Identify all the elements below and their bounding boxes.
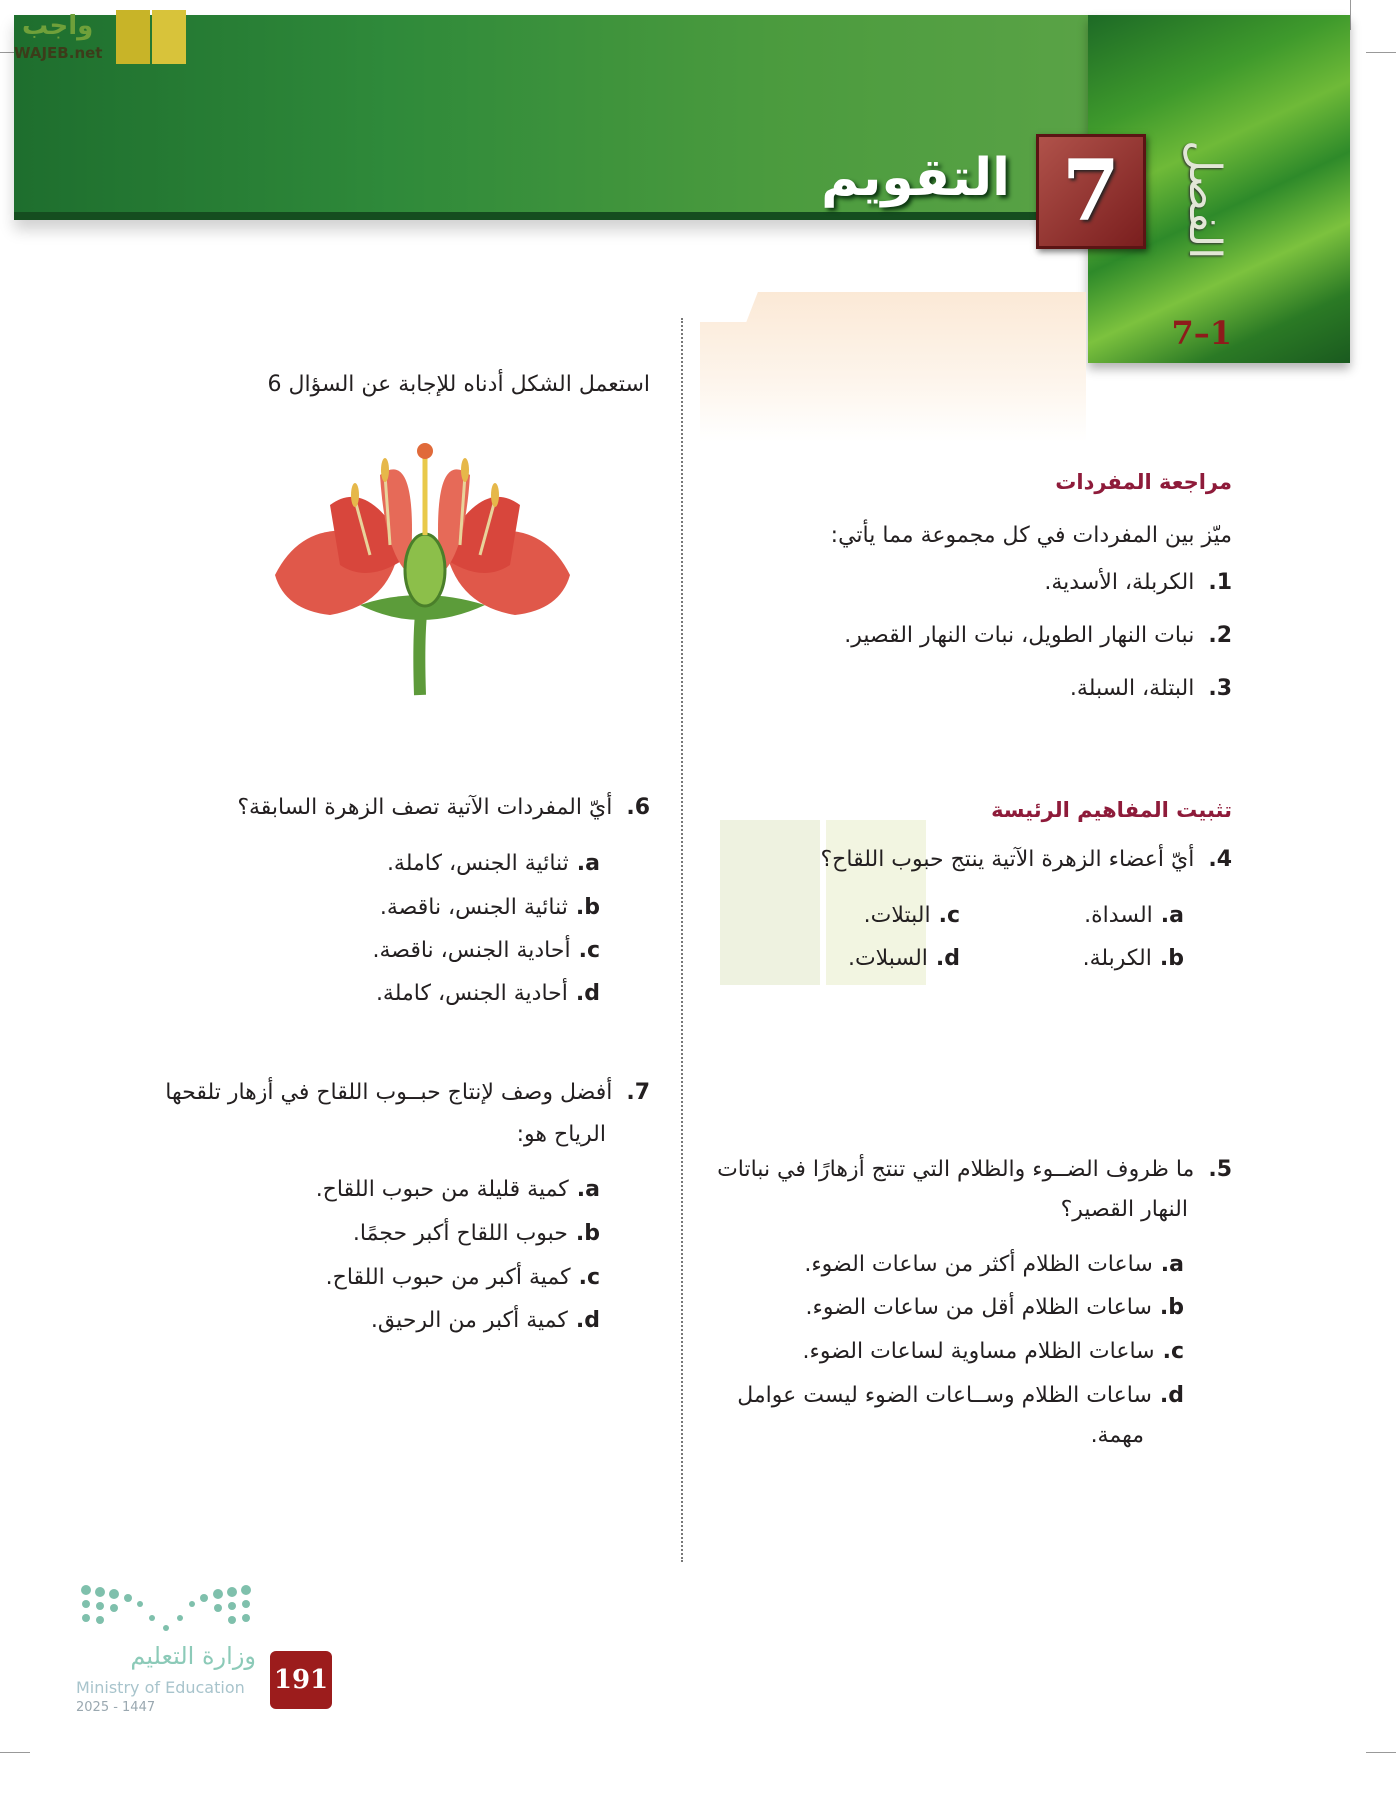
option-6c [372,931,600,972]
ministry-logo [76,1580,256,1730]
concepts-heading: تثبيت المفاهيم الرئيسة [991,798,1232,822]
option-letter: c. [938,903,960,928]
option-text: ثنائية الجنس، ناقصة. [379,895,568,920]
option-letter: d. [575,981,600,1006]
option-text: ساعات الظلام أقل من ساعات الضوء. [805,1295,1152,1320]
question-number: 6. [626,795,650,820]
option-text: كمية أكبر من حبوب اللقاح. [325,1265,571,1290]
option-4c [864,896,960,937]
vocab-item [1044,563,1232,604]
option-7d [371,1301,600,1342]
question-4 [821,840,1233,881]
question-text: ما ظروف الضــوء والظلام التي تنتج أزهارًا في نباتات [717,1157,1195,1182]
option-text: السداة. [1084,903,1153,928]
option-letter: b. [575,1221,600,1246]
question-5 [717,1150,1232,1191]
option-letter: a. [1160,1252,1184,1277]
option-7c [326,1258,600,1299]
edition-year: 2025 - 1447 [76,1700,156,1715]
vocab-item [1070,669,1232,710]
crop-mark [1350,0,1351,30]
option-text: حبوب اللقاح أكبر حجمًا. [352,1221,568,1246]
option-text: أحادية الجنس، ناقصة. [372,938,571,963]
option-letter: b. [1159,946,1184,971]
figure-intro: استعمل الشكل أدناه للإجابة عن السؤال 6 [267,372,650,397]
option-letter: d. [575,1308,600,1333]
option-7b [353,1214,600,1255]
chapter-word: الفصل [1179,140,1230,260]
item-number: 1. [1208,570,1232,595]
question-7-cont: الرياح هو: [516,1122,606,1147]
option-text: ساعات الظلام أكثر من ساعات الضوء. [804,1252,1153,1277]
option-letter: b. [1159,1295,1184,1320]
question-text: أيّ أعضاء الزهرة الآتية ينتج حبوب اللقاح؟ [820,847,1195,872]
ministry-arabic: وزارة التعليم [130,1642,256,1670]
question-6 [237,788,650,829]
option-text: كمية أكبر من الرحيق. [370,1308,568,1333]
option-letter: c. [578,1265,600,1290]
option-4d [848,939,960,980]
question-text: أيّ المفردات الآتية تصف الزهرة السابقة؟ [237,795,613,820]
column-divider [681,318,683,1562]
section-number: 7–1 [1171,314,1232,352]
option-5d-cont: مهمة. [1090,1423,1144,1448]
question-number: 7. [626,1080,650,1105]
option-text: أحادية الجنس، كاملة. [375,981,568,1006]
option-6a [387,844,600,885]
option-text: ساعات الظلام وســاعات الضوء ليست عوامل [737,1383,1152,1408]
option-4a [1084,896,1184,937]
item-number: 2. [1208,623,1232,648]
option-text: السبلات. [847,946,928,971]
option-text: الكربلة. [1082,946,1152,971]
vocab-item [844,616,1232,657]
option-letter: b. [575,895,600,920]
option-6b [380,888,600,929]
option-5a [804,1245,1184,1286]
chapter-number: 7 [1036,134,1146,249]
svg-text:واجب: واجب [22,11,94,41]
vocab-heading: مراجعة المفردات [1055,470,1232,494]
question-5-cont: النهار القصير؟ [1060,1197,1188,1222]
option-text: كمية قليلة من حبوب اللقاح. [315,1177,569,1202]
option-7a [316,1170,600,1211]
item-text: نبات النهار الطويل، نبات النهار القصير. [844,623,1195,648]
flower-illustration [270,435,580,700]
question-text: أفضل وصف لإنتاج حبــوب اللقاح في أزهار تلقحها [165,1080,613,1105]
option-letter: d. [935,946,960,971]
option-5b [806,1288,1184,1329]
page-number: 191 [270,1651,332,1709]
option-text: البتلات. [863,903,931,928]
option-letter: d. [1159,1383,1184,1408]
ministry-english: Ministry of Education [76,1678,245,1697]
crop-mark [0,1752,30,1753]
section-tab [700,292,1086,442]
crop-mark [1366,52,1396,53]
option-5d [737,1376,1184,1417]
option-letter: a. [576,851,600,876]
wajeb-logo [10,4,190,68]
option-text: ساعات الظلام مساوية لساعات الضوء. [802,1339,1155,1364]
option-letter: a. [576,1177,600,1202]
option-5c [803,1332,1185,1373]
option-4b [1083,939,1184,980]
question-number: 5. [1208,1157,1232,1182]
question-number: 4. [1208,847,1232,872]
question-7 [165,1073,650,1114]
item-text: الكربلة، الأسدية. [1044,570,1195,595]
item-text: البتلة، السبلة. [1069,676,1195,701]
option-letter: c. [1162,1339,1184,1364]
option-letter: c. [578,938,600,963]
option-6d [376,974,600,1015]
svg-text:WAJEB.net: WAJEB.net [14,44,103,62]
item-number: 3. [1208,676,1232,701]
option-letter: a. [1160,903,1184,928]
crop-mark [1366,1752,1396,1753]
page-title: التقويم [821,148,1010,208]
vocab-intro: ميّز بين المفردات في كل مجموعة مما يأتي: [830,523,1232,548]
option-text: ثنائية الجنس، كاملة. [386,851,569,876]
